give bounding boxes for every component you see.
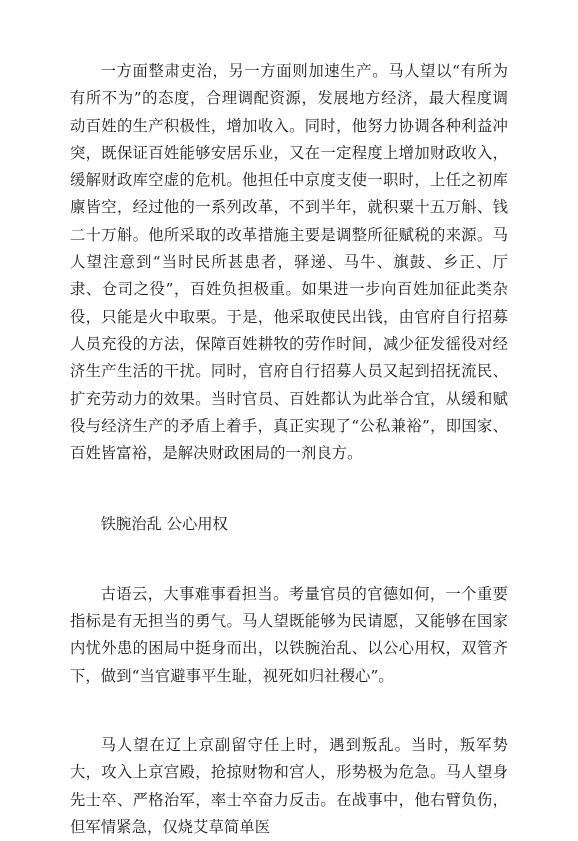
paragraph-spacer [70,539,508,581]
paragraph-spacer [70,467,508,511]
paragraph-rebellion: 马人望在辽上京副留守任上时，遇到叛乱。当时，叛军势大，攻入上京宫殿，抢掠财物和宫人，形势极为危急。马人望身先士卒、严格治军，率士卒奋力反击。在战事中，他右臂负伤，但军情紧急，仅烧艾草简单医 [70,735,508,836]
paragraph-responsibility: 古语云，大事难事看担当。考量官员的官德如何，一个重要指标是有无担当的勇气。马人望既能够为民请愿，又能够在国家内忧外患的困局中挺身而出，以铁腕治乱、以公心用权，双管齐下，做到“当官避事平生耻，视死如归社稷心”。 [70,584,508,685]
paragraph-reform-finance: 一方面整肃吏治，另一方面则加速生产。马人望以“有所为有所不为”的态度，合理调配资源，发展地方经济，最大程度调动百姓的生产积极性，增加收入。同时，他努力协调各种利益冲突，既保证百姓能够安居乐业，又在一定程度上增加财政收入，缓解财政库空虚的危机。他担任中京度支使一职时，上任之初库廪皆空，经过他的一系列改革，不到半年，就积粟十五万斛、钱二十万斛。他所采取的改革措施主要是调整所征赋税的来源。马人望注意到“当时民所甚患者，驿递、马牛、旗鼓、乡正、厅隶、仓司之役”，百姓负担极重。如果进一步向百姓加征此类杂役，只能是火中取栗。于是，他采取使民出钱，由官府自行招募人员充役的方法，保障百姓耕牧的劳作时间，减少征发徭役对经济生产生活的干扰。同时，官府自行招募人员又起到招抚流民、扩充劳动力的效果。当时官员、百姓都认为此举合宜，从缓和赋役与经济生产的矛盾上着手，真正实现了“公私兼裕”，即国家、百姓皆富裕，是解决财政困局的一剂良方。 [70,62,508,463]
paragraph-spacer [70,690,508,732]
section-heading: 铁腕治乱 公心用权 [100,515,228,534]
